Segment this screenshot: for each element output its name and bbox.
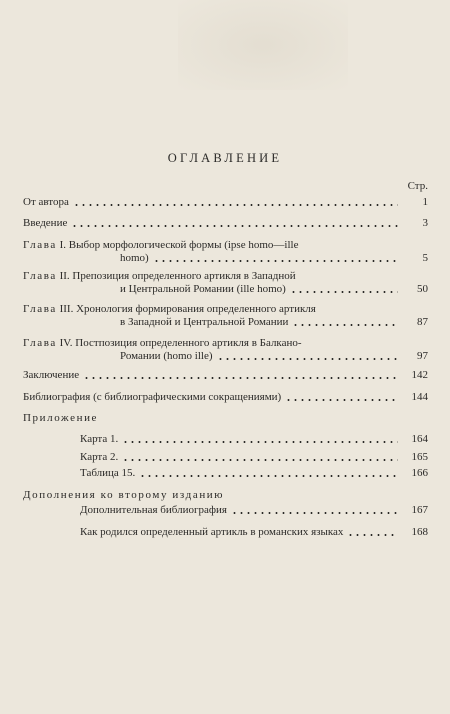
toc-entry-page: 5: [422, 252, 428, 264]
toc-entry-label: Таблица 15.: [80, 467, 136, 479]
toc-entry-label: Карта 2.: [80, 451, 119, 463]
toc-entry-label-line2: и Центральной Романии (ille homo): [120, 283, 286, 295]
page-column-header: Стр.: [407, 180, 428, 192]
toc-entry-article-origin[interactable]: [80, 526, 428, 539]
toc-entry-chapter-2[interactable]: [23, 270, 428, 296]
toc-entry-chapter-1[interactable]: [23, 239, 428, 265]
toc-entry-label: Библиография (с библиографическими сокращениями): [23, 391, 282, 403]
dot-leader: [217, 351, 399, 361]
additions-heading: Дополнения ко второму изданию: [23, 489, 225, 501]
chapter-prefix: Глава: [23, 270, 57, 282]
toc-entry-label: Дополнительная библиография: [80, 504, 227, 516]
dot-leader: [231, 505, 398, 515]
toc-entry-label-line2: Романии (homo ille): [120, 350, 213, 362]
toc-entry-label: Как родился определенный артикль в романских языках: [80, 526, 344, 538]
paper-stain: [178, 0, 348, 90]
toc-entry-page: 164: [411, 433, 428, 445]
chapter-title: III. Хронология формирования определенного артикля: [59, 303, 316, 315]
chapter-prefix: Глава: [23, 239, 57, 251]
toc-entry-label-line2: homo): [120, 252, 149, 264]
dot-leader: [122, 434, 398, 444]
toc-entry-page: 50: [417, 283, 428, 295]
dot-leader: [122, 452, 398, 462]
toc-entry-page: 165: [411, 451, 428, 463]
chapter-title: IV. Постпозиция определенного артикля в Балкано-: [59, 337, 302, 349]
dot-leader: [71, 218, 398, 228]
toc-entry-chapter-3[interactable]: [23, 303, 428, 329]
toc-entry-label-line1: [23, 270, 402, 283]
toc-heading: ОГЛАВЛЕНИЕ: [167, 151, 283, 165]
toc-entry-page: 97: [417, 350, 428, 362]
toc-entry-from-author[interactable]: [23, 196, 428, 209]
toc-entry-page: 1: [422, 196, 428, 208]
toc-entry-label: Заключение: [23, 369, 80, 381]
toc-entry-label: Введение: [23, 217, 68, 229]
toc-entry-page: 168: [411, 526, 428, 538]
toc-entry-label: От автора: [23, 196, 69, 208]
toc-entry-page: 142: [411, 369, 428, 381]
toc-entry-label-line1: [23, 337, 402, 350]
appendix-heading: Приложение: [23, 412, 99, 424]
toc-entry-page: 87: [417, 316, 428, 328]
toc-entry-bibliography[interactable]: [23, 391, 428, 404]
chapter-prefix: Глава: [23, 337, 57, 349]
toc-entry-map-1[interactable]: [80, 433, 428, 446]
dot-leader: [347, 527, 398, 537]
toc-entry-label-line1: [23, 239, 402, 252]
toc-entry-page: 3: [422, 217, 428, 229]
chapter-title: II. Препозиция определенного артикля в Западной: [59, 270, 296, 282]
chapter-prefix: Глава: [23, 303, 57, 315]
toc-entry-label: Карта 1.: [80, 433, 119, 445]
toc-entry-page: 167: [411, 504, 428, 516]
toc-entry-table-15[interactable]: [80, 467, 428, 480]
toc-entry-label-line1: [23, 303, 402, 316]
dot-leader: [139, 468, 398, 478]
toc-entry-additional-bibliography[interactable]: [80, 504, 428, 517]
toc-entry-chapter-4[interactable]: [23, 337, 428, 363]
toc-entry-conclusion[interactable]: [23, 369, 428, 382]
toc-entry-introduction[interactable]: [23, 217, 428, 230]
dot-leader: [73, 197, 398, 207]
dot-leader: [292, 317, 398, 327]
toc-entry-label-line2: в Западной и Центральной Романии: [120, 316, 289, 328]
chapter-title: I. Выбор морфологической формы (ipse homo—ille: [59, 239, 299, 251]
dot-leader: [285, 392, 398, 402]
toc-entry-page: 144: [411, 391, 428, 403]
dot-leader: [153, 253, 398, 263]
dot-leader: [290, 284, 398, 294]
toc-entry-map-2[interactable]: [80, 451, 428, 464]
toc-entry-page: 166: [411, 467, 428, 479]
dot-leader: [83, 370, 398, 380]
